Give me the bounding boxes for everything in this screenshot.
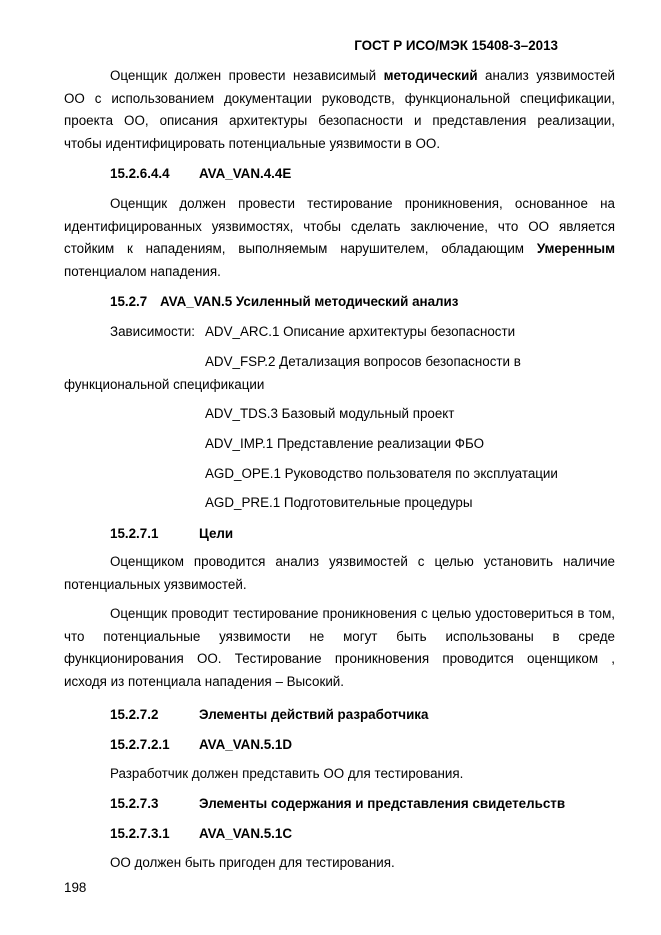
- section-title: Элементы содержания и представления свидетельств: [199, 796, 566, 811]
- dependency-item: ADV_IMP.1 Представление реализации ФБО: [205, 436, 485, 451]
- section-title: AVA_VAN.5.1D: [199, 737, 293, 752]
- section-title: Элементы действий разработчика: [199, 707, 429, 722]
- paragraph-line: функционирования ОО. Тестирование проникновения проводится оценщиком ,: [64, 651, 615, 667]
- dependency-item: AGD_OPE.1 Руководство пользователя по эксплуатации: [205, 466, 558, 481]
- text-span: анализ уязвимостей: [477, 68, 616, 83]
- page-number: 198: [64, 880, 87, 895]
- section-number: 15.2.7.3: [110, 796, 159, 811]
- paragraph-line: Оценщик проводит тестирование проникновения с целью удостовериться в том,: [110, 606, 615, 621]
- paragraph-line: чтобы идентифицировать потенциальные уязвимости в ОО.: [64, 135, 441, 151]
- paragraph-line: потенциальных уязвимостей.: [64, 576, 247, 592]
- section-number: 15.2.7: [110, 294, 148, 309]
- paragraph-line: исходя из потенциала нападения – Высокий.: [64, 673, 345, 689]
- paragraph-line: ОО с использованием документации руководств, функциональной спецификации,: [64, 90, 615, 106]
- paragraph-line: проекта ОО, описания архитектуры безопасности и представления реализации,: [64, 113, 615, 129]
- paragraph-5: Разработчик должен представить ОО для тестирования.: [110, 766, 464, 781]
- section-title: AVA_VAN.5 Усиленный методический анализ: [160, 294, 459, 309]
- bold-term: методический: [383, 68, 478, 83]
- paragraph-line: [64, 65, 615, 88]
- section-number: 15.2.6.4.4: [110, 166, 170, 181]
- section-number: 15.2.7.2.1: [110, 737, 170, 752]
- dependency-item: ADV_TDS.3 Базовый модульный проект: [205, 406, 455, 421]
- paragraph-line: [64, 238, 615, 261]
- paragraph-line: потенциалом нападения.: [64, 263, 221, 279]
- section-number: 15.2.7.2: [110, 707, 159, 722]
- section-number: 15.2.7.1: [110, 526, 159, 541]
- section-number: 15.2.7.3.1: [110, 826, 170, 841]
- dependency-item-continuation: функциональной спецификации: [64, 377, 265, 392]
- paragraph-line: что потенциальные уязвимости не могут быть использованы в среде: [64, 628, 615, 644]
- dependency-item: ADV_FSP.2 Детализация вопросов безопасности в: [205, 354, 521, 369]
- paragraph-2: [64, 193, 615, 283]
- text-span: стойким к нападениям, выполняемым нарушителем, обладающим: [64, 241, 537, 257]
- dependencies-label: Зависимости:: [110, 324, 195, 339]
- section-title: AVA_VAN.5.1C: [199, 826, 293, 841]
- paragraph-3: [64, 551, 615, 596]
- paragraph-4: [64, 603, 615, 693]
- section-title: AVA_VAN.4.4E: [199, 166, 292, 181]
- paragraph-line: Оценщиком проводится анализ уязвимостей с целью установить наличие: [110, 554, 615, 569]
- dependency-item: ADV_ARC.1 Описание архитектуры безопасности: [205, 324, 516, 339]
- bold-term: Умеренным: [536, 241, 615, 257]
- section-title: Цели: [199, 526, 234, 541]
- paragraph-line: идентифицированных уязвимостях, чтобы сделать заключение, что ОО является: [64, 218, 615, 234]
- paragraph-line: Оценщик должен провести тестирование проникновения, основанное на: [110, 196, 615, 211]
- dependency-item: AGD_PRE.1 Подготовительные процедуры: [205, 495, 473, 510]
- page-header: ГОСТ Р ИСО/МЭК 15408-3–2013: [354, 38, 558, 53]
- paragraph-6: ОО должен быть пригоден для тестирования.: [110, 855, 395, 870]
- paragraph-1: [64, 65, 615, 155]
- text-span: Оценщик должен провести независимый: [110, 68, 384, 83]
